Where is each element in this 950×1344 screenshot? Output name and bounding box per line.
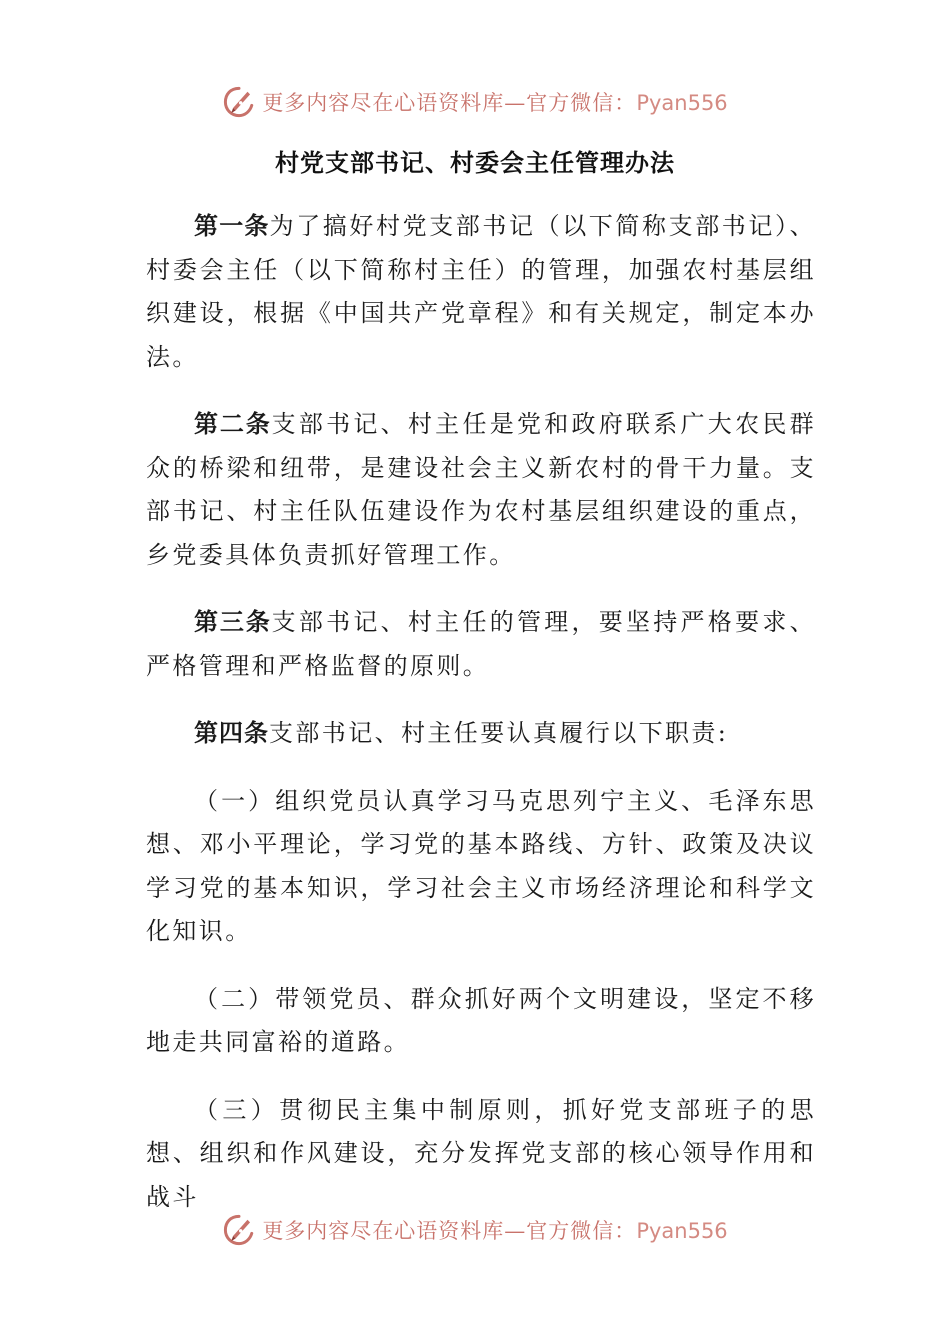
watermark-label: 更多内容尽在心语资料库—官方微信： — [262, 1219, 637, 1243]
watermark-label: 更多内容尽在心语资料库—官方微信： — [262, 91, 637, 115]
article-paragraph — [146, 403, 816, 577]
article-lead: 第三条 — [194, 608, 272, 636]
article-text: 为了搞好村党支部书记（以下简称支部书记）、村委会主任（以下简称村主任）的管理，加强农村基层组织建设，根据《中国共产党章程》和有关规定，制定本办法。 — [146, 212, 817, 371]
clause-paragraph — [146, 978, 816, 1065]
clause-text: （三）贯彻民主集中制原则，抓好党支部班子的思想、组织和作风建设，充分发挥党支部的核心领导作用和战斗 — [146, 1095, 816, 1211]
pen-swirl-logo-icon — [222, 1213, 256, 1247]
watermark-id: Pyan556 — [636, 1219, 728, 1243]
article-paragraph — [146, 205, 816, 379]
watermark-id: Pyan556 — [636, 91, 728, 115]
watermark-text — [262, 1215, 727, 1245]
clause-paragraph — [146, 1089, 816, 1220]
watermark-footer — [0, 1210, 950, 1250]
clause-text: （二）带领党员、群众抓好两个文明建设，坚定不移地走共同富裕的道路。 — [146, 984, 816, 1056]
article-lead: 第四条 — [194, 719, 269, 747]
pen-swirl-logo-icon — [222, 85, 256, 119]
article-lead: 第二条 — [194, 410, 272, 438]
watermark-header — [0, 82, 950, 122]
clause-text: （一）组织党员认真学习马克思列宁主义、毛泽东思想、邓小平理论，学习党的基本路线、方针、政策及决议学习党的基本知识，学习社会主义市场经济理论和科学文化知识。 — [146, 786, 816, 945]
document-body — [146, 205, 816, 1243]
article-lead: 第一条 — [194, 212, 270, 240]
article-paragraph — [146, 601, 816, 688]
article-text: 支部书记、村主任要认真履行以下职责: — [269, 719, 729, 747]
document-title: 村党支部书记、村委会主任管理办法 — [275, 149, 675, 177]
article-text: 支部书记、村主任的管理，要坚持严格要求、严格管理和严格监督的原则。 — [146, 608, 817, 680]
article-paragraph — [146, 712, 816, 756]
watermark-text — [262, 87, 727, 117]
article-text: 支部书记、村主任是党和政府联系广大农民群众的桥梁和纽带，是建设社会主义新农村的骨干力量。支部书记、村主任队伍建设作为农村基层组织建设的重点，乡党委具体负责抓好管理工作。 — [146, 410, 817, 569]
clause-paragraph — [146, 780, 816, 954]
